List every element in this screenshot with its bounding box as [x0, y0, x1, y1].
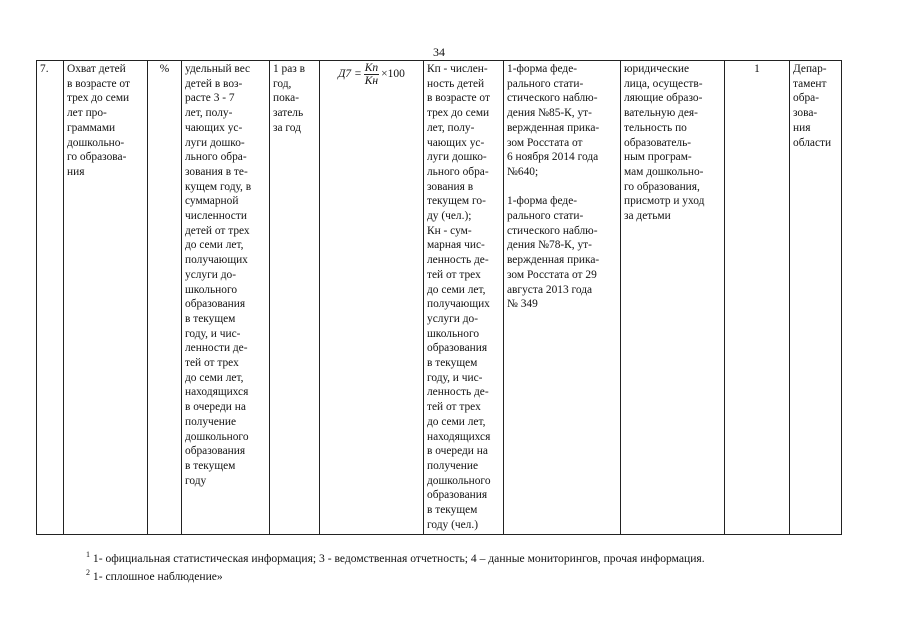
periodicity: 1 раз в год, пока- затель за год — [270, 61, 320, 535]
table-row — [37, 61, 842, 535]
indicator-definition: удельный вес детей в воз- расте 3 - 7 лет, полу- чающих ус- луги дошко- льного обра- зования в те- кущем году, в суммарной численности детей от трех до семи лет, получающих услуги до- школьного образования в текущем году, и чис- ленности де- тей от трех до семи лет, находящихся в очереди на получение дошкольного образования в текущем году — [182, 61, 270, 535]
footnote-text: 1- официальная статистическая информация; 3 - ведомственная отчетность; 4 – данные мониторингов, прочая информация. — [90, 551, 705, 565]
formula-multiplier: ×100 — [381, 68, 405, 81]
variables-description: Кп - числен- ность детей в возрасте от трех до семи лет, полу- чающих ус- луги дошко- льного обра- зования в текущем го- ду (чел.); Кн - сум- марная чис- ленность де- тей от трех до семи лет, получающих услуги до- школьного образования в текущем году, и чис- ленность де- тей от трех до семи лет, находящихся в очереди на получение дошкольного образования в текущем году (чел.) — [424, 61, 504, 535]
responsible-body: Депар- тамент обра- зова- ния области — [790, 61, 842, 535]
indicators-table — [36, 60, 842, 535]
formula-denominator: Кн — [364, 75, 379, 87]
footnote-mark: 2 — [86, 567, 90, 577]
collection-method: 1 — [725, 61, 790, 535]
footnotes — [86, 548, 705, 584]
formula-fraction — [364, 62, 379, 87]
indicator-name: Охват детей в возрасте от трех до семи лет про- граммами дошкольно- го образова- ния — [64, 61, 148, 535]
formula-lhs: Д7 = — [338, 68, 362, 81]
row-number: 7. — [37, 61, 64, 535]
data-source: 1-форма феде- рального стати- стического наблю- дения №85-К, ут- вержденная прика- зом Росстата от 6 ноября 2014 года №640; 1-форма феде- рального стати- стического наблю- дения №78-К, ут- вержденная прика- зом Росстата от 29 августа 2013 года № 349 — [504, 61, 621, 535]
footnote-1 — [86, 548, 705, 566]
observation-object: юридические лица, осуществ- ляющие образо- вательную дея- тельность по образователь- ным програм- мам дошкольно- го образования, присмотр и уход за детьми — [621, 61, 725, 535]
unit-of-measure: % — [148, 61, 182, 535]
formula — [338, 62, 405, 87]
calculation-formula — [320, 61, 424, 535]
page-number: 34 — [433, 45, 445, 59]
formula-numerator: Кп — [364, 62, 379, 74]
footnote-text: 1- сплошное наблюдение» — [90, 569, 223, 583]
footnote-2 — [86, 566, 705, 584]
footnote-mark: 1 — [86, 550, 90, 559]
